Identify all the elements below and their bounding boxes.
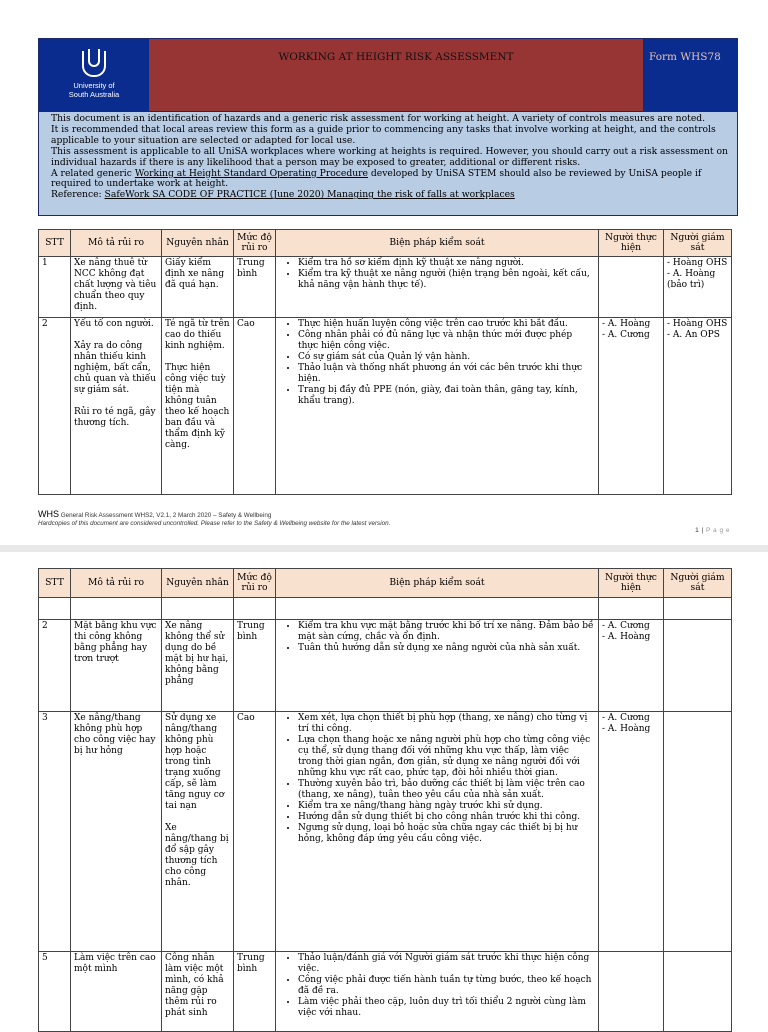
col-header-stt: STT: [39, 569, 71, 598]
control-item: • Có sự giám sát của Quản lý vận hành.: [298, 352, 595, 363]
cell-stt: 1: [39, 257, 71, 318]
col-header-doer: Người thực hiện: [599, 230, 664, 257]
control-item: • Thực hiện huấn luyện công việc trên cao trước khi bắt đầu.: [298, 319, 595, 330]
cell-cause: [162, 712, 234, 952]
cell-risk-level: Cao: [234, 318, 276, 495]
cell-doer: [599, 318, 664, 495]
unisa-logo: [39, 39, 149, 111]
cell-supervisor: [664, 712, 732, 952]
col-header-description: Mô tả rủi ro: [71, 230, 162, 257]
table-row: [39, 318, 732, 495]
footer-line-1: [38, 509, 738, 519]
cell-supervisor: [664, 952, 732, 1032]
col-header-risk-level: Mức độ rủi ro: [234, 230, 276, 257]
supervisor-name: - A. An OPS: [667, 330, 720, 340]
cell-doer: [599, 620, 664, 712]
col-header-supervisor: Người giám sát: [664, 569, 732, 598]
control-item: • Tuân thủ hướng dẫn sử dụng xe nâng người của nhà sản xuất.: [298, 643, 595, 654]
table-row: [39, 952, 732, 1032]
cause-text: Thực hiện công việc tuỳ tiện mà không tuân theo kế hoạch ban đầu và thẩm định kỹ càng.: [165, 363, 230, 450]
cell-description: Làm việc trên cao một mình: [71, 952, 162, 1032]
description-text: Xảy ra do công nhân thiếu kinh nghiệm, bất cẩn, chủ quan và thiếu sự giám sát.: [74, 341, 157, 395]
cell-doer: [599, 712, 664, 952]
cell-doer: [599, 952, 664, 1032]
cell-doer: [599, 257, 664, 318]
control-item: • Thảo luận và thống nhất phương án với các bên trước khi thực hiện.: [298, 363, 595, 385]
control-item: • Thảo luận/đánh giá với Người giám sát trước khi thực hiện công việc.: [298, 953, 595, 975]
cause-text: Sử dụng xe nâng/thang không phù hợp hoặc trong tình trạng xuống cấp, sẽ làm tăng nguy cơ tai nạn: [165, 713, 225, 811]
description-text: Yếu tố con người.: [74, 319, 154, 329]
control-item: • Xem xét, lựa chọn thiết bị phù hợp (thang, xe nâng) cho từng vị trí thi công.: [298, 713, 595, 735]
cause-text: Xe nâng/thang bị đổ sập gây thương tích cho công nhân.: [165, 823, 229, 888]
table-row-empty: [39, 598, 732, 620]
col-header-cause: Nguyên nhân: [162, 569, 234, 598]
cell-cause: [162, 318, 234, 495]
cell-supervisor: [664, 620, 732, 712]
doer-name: - A. Hoàng: [602, 319, 651, 329]
cell-risk-level: Trung bình: [234, 257, 276, 318]
doer-name: - A. Cương: [602, 713, 650, 723]
document-page-2: [0, 552, 768, 1024]
risk-table-page-2: [38, 568, 732, 1032]
doer-name: - A. Hoàng: [602, 724, 651, 734]
page-number-separator: |: [699, 527, 707, 534]
cell-description: [71, 318, 162, 495]
page-footer: [38, 509, 738, 534]
doer-name: - A. Cương: [602, 621, 650, 631]
cell-stt: 5: [39, 952, 71, 1032]
control-item: • Kiểm tra khu vực mặt bằng trước khi bố trí xe nâng. Đảm bảo bề mặt sàn cứng, chắc và ổn định.: [298, 621, 595, 643]
reference-label: Reference:: [51, 189, 105, 201]
col-header-risk-level: Mức độ rủi ro: [234, 569, 276, 598]
control-item: • Công việc phải được tiến hành tuần tự từng bước, theo kế hoạch đã đề ra.: [298, 975, 595, 997]
control-item: • Trang bị đầy đủ PPE (nón, giày, đai toàn thân, găng tay, kính, khẩu trang).: [298, 385, 595, 407]
footer-whs: WHS: [38, 509, 59, 519]
control-item: • Kiểm tra hồ sơ kiểm định kỹ thuật xe nâng người.: [298, 258, 595, 269]
cell-risk-level: Trung bình: [234, 620, 276, 712]
col-header-supervisor: Người giám sát: [664, 230, 732, 257]
page-word: P a g e: [706, 527, 730, 534]
col-header-control: Biện pháp kiểm soát: [276, 230, 599, 257]
cause-text: Té ngã từ trên cao do thiếu kinh nghiệm.: [165, 319, 230, 351]
control-item: • Thường xuyên bảo trì, bảo dưỡng các thiết bị làm việc trên cao (thang, xe nâng), tuân theo yêu cầu của nhà sản xuất.: [298, 779, 595, 801]
table-row: [39, 620, 732, 712]
page-separator: [0, 545, 768, 552]
risk-table-page-1: [38, 229, 732, 495]
cell-control: [276, 952, 599, 1032]
col-header-description: Mô tả rủi ro: [71, 569, 162, 598]
intro-p4-suffix: developed by UniSA STEM should also be reviewed by UniSA people if required to undertake work at height.: [51, 167, 702, 190]
cell-stt: 3: [39, 712, 71, 952]
code-of-practice-link[interactable]: SafeWork SA CODE OF PRACTICE (June 2020) Managing the risk of falls at workplaces: [104, 189, 515, 201]
cell-cause: Xe nâng không thể sử dụng do bề mặt bị hư hại, không bằng phẳng: [162, 620, 234, 712]
cell-description: Xe nâng thuê từ NCC không đạt chất lượng và tiêu chuẩn theo quy định.: [71, 257, 162, 318]
cell-cause: Công nhân làm việc một mình, có khả năng gặp thêm rủi ro phát sinh: [162, 952, 234, 1032]
intro-paragraph-3: This assessment is applicable to all UniSA workplaces where working at heights is required. However, you should carry out a risk assessment on individual hazards if there is any likelihood that a person may be exposed to greater, additional or different risks.: [51, 145, 728, 168]
control-item: • Hướng dẫn sử dụng thiết bị cho công nhân trước khi thi công.: [298, 812, 595, 823]
table-header-row: [39, 569, 732, 598]
intro-p4-prefix: A related generic: [51, 167, 135, 179]
cell-stt: 2: [39, 318, 71, 495]
cell-supervisor: [664, 318, 732, 495]
cell-stt: 2: [39, 620, 71, 712]
form-header: [38, 38, 738, 112]
page-number-value: 1: [695, 527, 700, 534]
intro-paragraph-1: This document is an identification of hazards and a generic risk assessment for working at height. A variety of controls measures are noted.: [51, 113, 706, 124]
doer-name: - A. Cương: [602, 330, 650, 340]
control-item: • Ngưng sử dụng, loại bỏ hoặc sửa chữa ngay các thiết bị bị hư hỏng, không đáp ứng yêu cầu công việc.: [298, 823, 595, 845]
cell-supervisor: [664, 257, 732, 318]
intro-box: [38, 112, 738, 216]
description-text: Rủi ro té ngã, gây thương tích.: [74, 407, 156, 428]
cell-risk-level: Trung bình: [234, 952, 276, 1032]
intro-paragraph-2: It is recommended that local areas review this form as a guide prior to commencing any tasks that involve working at height, and the controls applicable to your situation are selected or adapted for local use.: [51, 123, 716, 146]
logo-text-line2: South Australia: [68, 90, 120, 99]
sop-link[interactable]: Working at Height Standard Operating Procedure: [134, 167, 368, 179]
cell-cause: Giấy kiểm định xe nâng đã quá hạn.: [162, 257, 234, 318]
supervisor-name: - Hoàng OHS: [667, 258, 728, 268]
doer-name: - A. Hoàng: [602, 632, 651, 642]
cell-control: [276, 318, 599, 495]
control-item: • Kiểm tra xe nâng/thang hàng ngày trước khi sử dụng.: [298, 801, 595, 812]
control-item: • Kiểm tra kỹ thuật xe nâng người (hiện trạng bên ngoài, kết cấu, khả năng vận hành thực tế).: [298, 269, 595, 291]
col-header-stt: STT: [39, 230, 71, 257]
supervisor-name: - A. Hoàng (bảo trì): [667, 269, 716, 290]
footer-doc-info: General Risk Assessment WHS2, V2.1, 2 March 2020 – Safety & Wellbeing: [60, 512, 272, 519]
cell-description: Mặt bằng khu vực thi công không bằng phẳng hay trơn trượt: [71, 620, 162, 712]
control-item: • Lựa chọn thang hoặc xe nâng người phù hợp cho từng công việc cụ thể, sử dụng thang đối với những khu vực thấp, làm việc trong thời gian ngắn, đơn giản, sử dụng xe nâng người đối với những khu vực rất cao, phức tạp, đòi hỏi nhiều thời gian.: [298, 735, 595, 779]
intro-paragraph-4: [51, 169, 729, 191]
cell-control: [276, 620, 599, 712]
unisa-logo-icon: [82, 51, 106, 77]
logo-text-line1: University of: [73, 81, 115, 90]
col-header-cause: Nguyên nhân: [162, 230, 234, 257]
document-title: WORKING AT HEIGHT RISK ASSESSMENT: [149, 39, 643, 111]
col-header-doer: Người thực hiện: [599, 569, 664, 598]
table-header-row: [39, 230, 732, 257]
page-number: [695, 527, 730, 534]
supervisor-name: - Hoàng OHS: [667, 319, 728, 329]
cell-control: [276, 712, 599, 952]
cell-description: Xe nâng/thang không phù hợp cho công việc hay bị hư hỏng: [71, 712, 162, 952]
cell-control: [276, 257, 599, 318]
form-number: Form WHS78: [643, 39, 737, 111]
control-item: • Làm việc phải theo cặp, luôn duy trì tối thiểu 2 người cùng làm việc với nhau.: [298, 997, 595, 1019]
control-item: • Công nhân phải có đủ năng lực và nhận thức mới được phép thực hiện công việc.: [298, 330, 595, 352]
cell-risk-level: Cao: [234, 712, 276, 952]
intro-reference: [51, 190, 729, 201]
table-row: [39, 257, 732, 318]
table-row: [39, 712, 732, 952]
footer-line-2: Hardcopies of this document are considered uncontrolled. Please refer to the Safety & Wellbeing website for the latest version.: [38, 520, 391, 527]
col-header-control: Biện pháp kiểm soát: [276, 569, 599, 598]
